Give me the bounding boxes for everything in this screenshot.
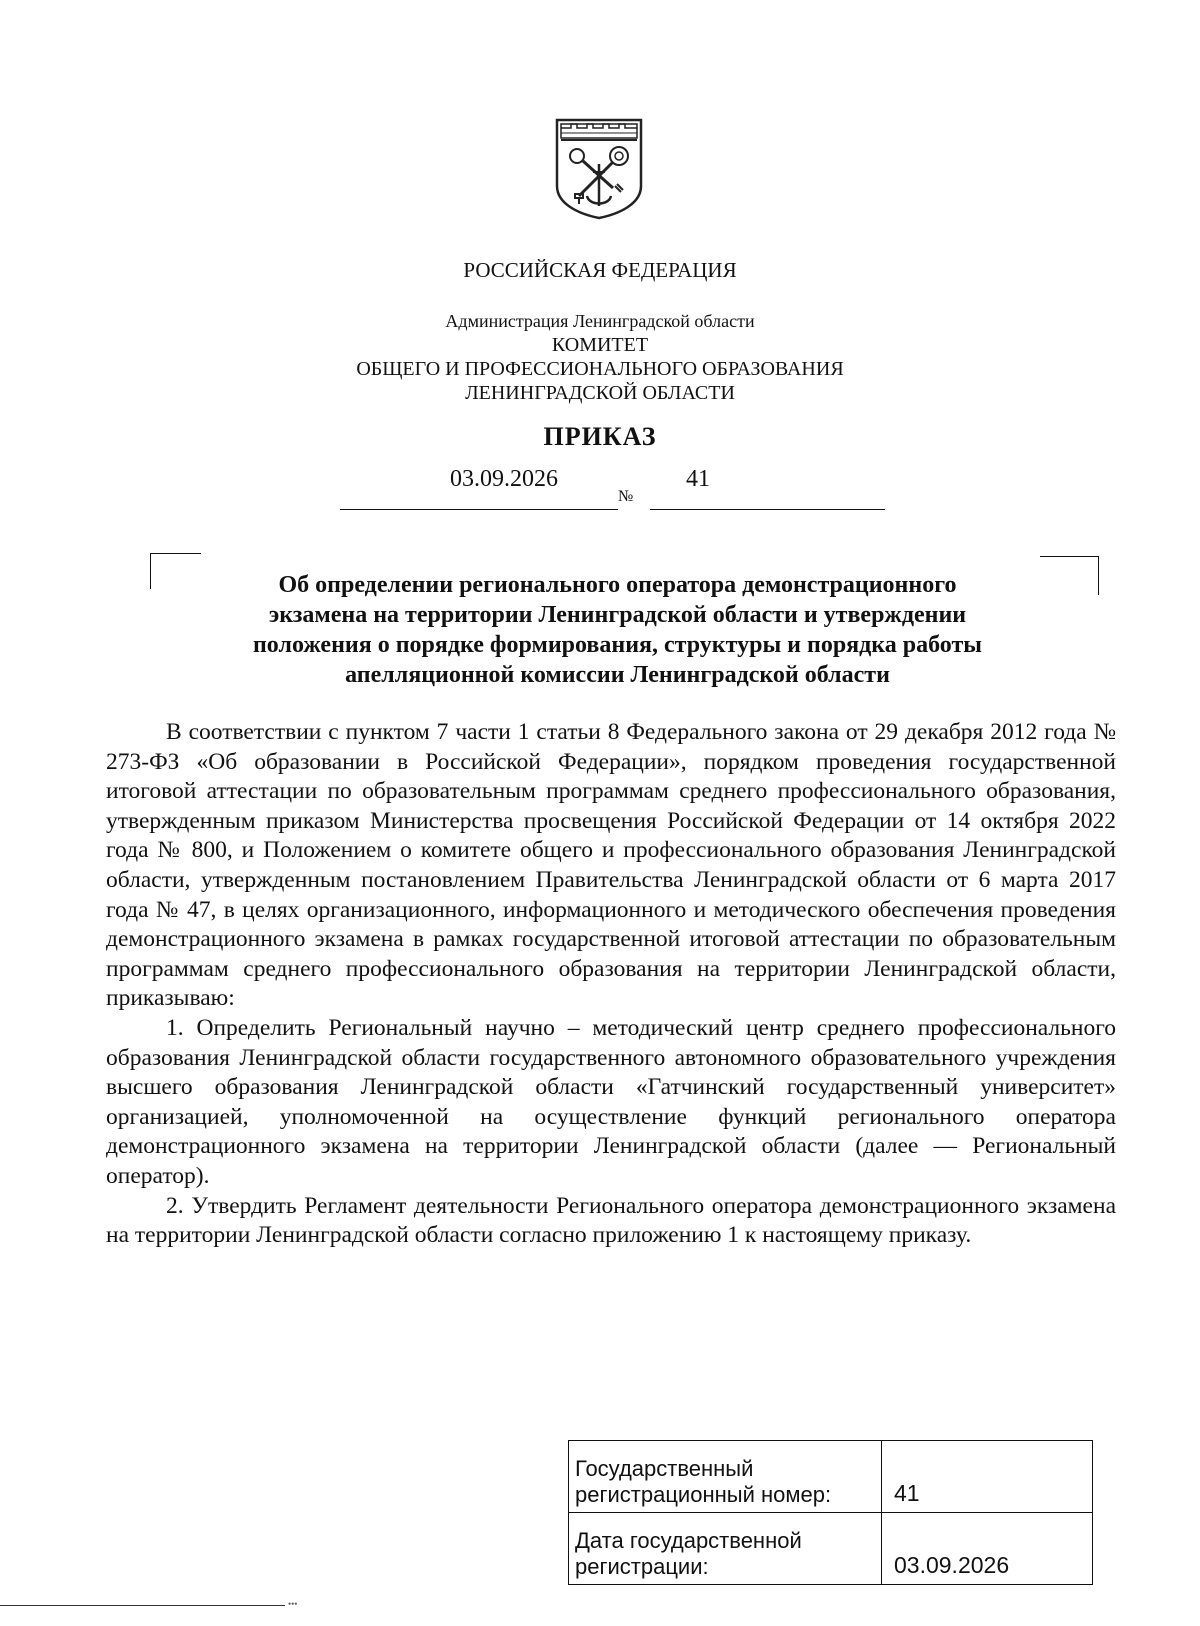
committee-name-line1: КОМИТЕТ: [551, 334, 649, 356]
date-underline: [340, 509, 618, 510]
country-heading: РОССИЙСКАЯ ФЕДЕРАЦИЯ: [463, 258, 737, 282]
registration-date-row: [569, 1513, 1093, 1585]
subject-line: Об определении регионального оператора демонстрационного: [278, 572, 957, 598]
issuing-authority: [300, 309, 900, 405]
order-subject: [160, 570, 1075, 690]
registration-date-label: [569, 1513, 882, 1585]
order-body: [106, 718, 1116, 1251]
order-number: 41: [686, 466, 710, 492]
footer-rule: [0, 1605, 285, 1606]
subject-line: положения о порядке формирования, структуры и порядка работы: [252, 632, 983, 658]
number-underline: [650, 509, 885, 510]
document-type-title: ПРИКАЗ: [543, 422, 657, 451]
subject-line: экзамена на территории Ленинградской области и утверждении: [268, 602, 967, 628]
label-line: регистрации:: [575, 1554, 709, 1579]
footer-mark: •••: [288, 1599, 298, 1609]
preamble-paragraph: В соответствии с пунктом 7 части 1 статьи 8 Федерального закона от 29 декабря 2012 года № 273-ФЗ «Об образовании в Российской Федерации», порядком проведения государственной итоговой аттестации по образовательным программам среднего профессионального образования, утвержденным приказом Министерства просвещения Российской Федерации от 14 октября 2022 года № 800, и Положением о комитете общего и профессионального образования Ленинградской области, утвержденным постановлением Правительства Ленинградской области от 6 марта 2017 года № 47, в целях организационного, информационного и методического обеспечения проведения демонстрационного экзамена в рамках государственной итоговой аттестации по образовательным программам среднего профессионального образования на территории Ленинградской области, приказываю:: [106, 719, 1116, 1012]
committee-name-line3: ЛЕНИНГРАДСКОЙ ОБЛАСТИ: [465, 382, 735, 404]
registration-number-value: 41: [882, 1441, 1093, 1513]
registration-stamp-table: [568, 1440, 1093, 1585]
label-line: Государственный: [575, 1456, 754, 1481]
order-date: 03.09.2026: [450, 466, 558, 492]
coat-of-arms-icon: [553, 116, 645, 220]
registration-number-row: [569, 1441, 1093, 1513]
number-sign: №: [618, 488, 634, 505]
registration-date-value: 03.09.2026: [882, 1513, 1093, 1585]
registration-number-label: [569, 1441, 882, 1513]
subject-line: апелляционной комиссии Ленинградской области: [345, 662, 890, 688]
order-item-2: 2. Утвердить Регламент деятельности Регионального оператора демонстрационного экзамена на территории Ленинградской области согласно приложению 1 к настоящему приказу.: [106, 1192, 1116, 1249]
label-line: регистрационный номер:: [575, 1482, 832, 1507]
label-line: Дата государственной: [575, 1528, 802, 1553]
order-date-number-line: [340, 466, 885, 514]
administration-name: Администрация Ленинградской области: [445, 311, 755, 331]
committee-name-line2: ОБЩЕГО И ПРОФЕССИОНАЛЬНОГО ОБРАЗОВАНИЯ: [356, 358, 844, 380]
order-item-1: 1. Определить Региональный научно – методический центр среднего профессионального образования Ленинградской области государственного автономного образовательного учреждения высшего образования Ленинградской области «Гатчинский государственный университет» организацией, уполномоченной на осуществление функций регионального оператора демонстрационного экзамена на территории Ленинградской области (далее — Региональный оператор).: [106, 1014, 1116, 1189]
